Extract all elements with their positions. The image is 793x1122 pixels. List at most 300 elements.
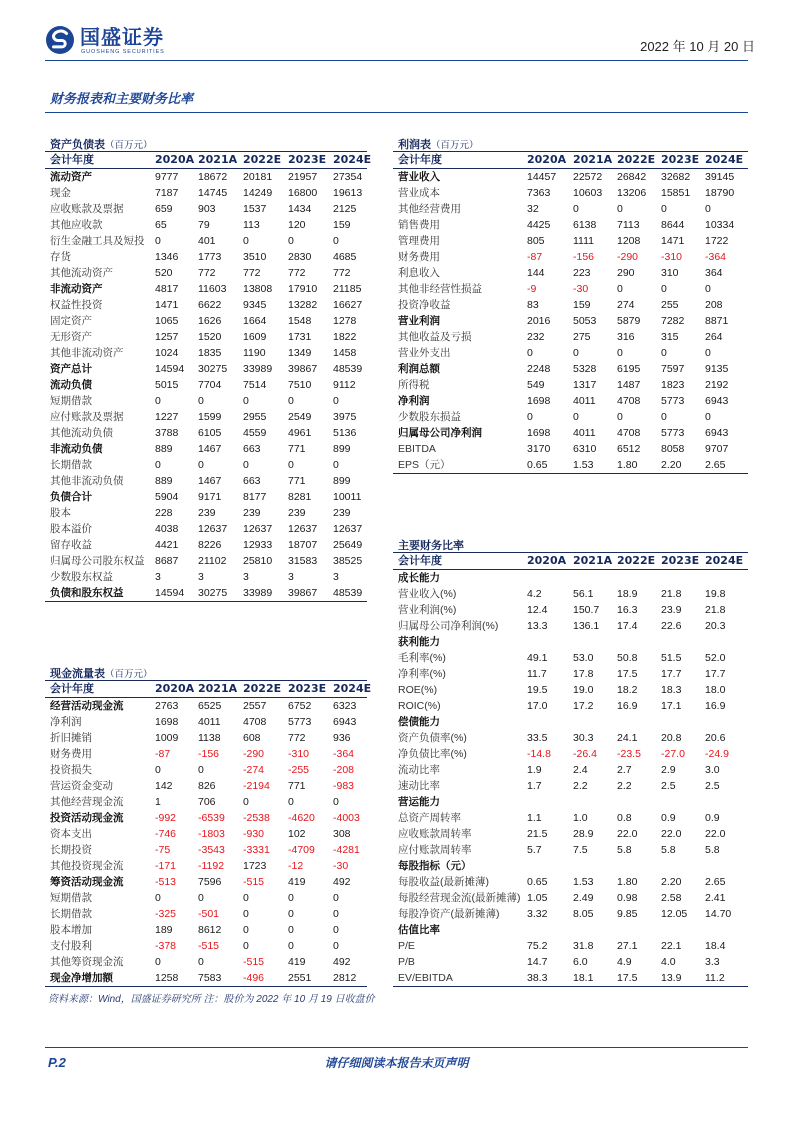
- table-header-row: [45, 152, 367, 169]
- row-label: 每股经营现金流(最新摊薄): [398, 892, 521, 904]
- cell-value: 13808: [243, 283, 273, 295]
- cell-value: 159: [573, 299, 591, 311]
- section-row: [393, 858, 748, 874]
- cell-value: 1471: [661, 235, 685, 247]
- cell-value: 5.8: [617, 844, 632, 856]
- cell-value: 0: [705, 283, 711, 295]
- cell-value: 25810: [243, 555, 273, 567]
- cell-value: 0: [527, 347, 533, 359]
- footer-disclaimer: 请仔细阅读本报告末页声明: [324, 1056, 469, 1070]
- cell-value: -501: [198, 908, 220, 920]
- row-label: 营业利润: [398, 315, 440, 327]
- cell-value: 549: [527, 379, 545, 391]
- row-label: 营业成本: [398, 187, 440, 199]
- balance-sheet-table: [45, 151, 372, 602]
- table-row: [393, 377, 748, 393]
- table-title: [393, 135, 748, 151]
- cell-value: 2.9: [661, 764, 676, 776]
- cell-value: 2.58: [661, 892, 682, 904]
- cell-value: 0: [333, 924, 339, 936]
- cell-value: 49.1: [527, 652, 548, 664]
- table-row: [45, 954, 367, 970]
- cell-value: 0: [288, 940, 294, 952]
- cell-value: 22572: [573, 171, 603, 183]
- cell-value: 48539: [333, 585, 367, 602]
- cell-value: 255: [661, 299, 679, 311]
- column-header-year: 2020A: [155, 681, 198, 698]
- cell-value: 0: [705, 203, 711, 215]
- table-row: [45, 233, 367, 249]
- cell-value: 0: [573, 411, 579, 423]
- cell-value: 903: [198, 203, 216, 215]
- cell-value: [617, 922, 661, 938]
- cell-value: 16.3: [617, 604, 638, 616]
- table-row: [393, 425, 748, 441]
- cell-value: 419: [288, 956, 306, 968]
- table-header-row: [45, 681, 367, 698]
- table-row: [45, 890, 367, 906]
- cell-value: 2192: [705, 379, 729, 391]
- row-label: 留存收益: [50, 539, 92, 551]
- cell-value: 12.05: [661, 908, 688, 920]
- cell-value: 7282: [661, 315, 685, 327]
- cash-flow-table: [45, 680, 372, 987]
- row-label: 无形资产: [50, 331, 92, 343]
- cell-value: 0: [661, 203, 667, 215]
- cell-value: 0: [573, 347, 579, 359]
- financial-ratios-table: [393, 552, 748, 987]
- table-row: [393, 441, 748, 457]
- cell-value: 290: [617, 267, 635, 279]
- cell-value: 13206: [617, 187, 647, 199]
- cell-value: 19613: [333, 187, 363, 199]
- cell-value: -1192: [198, 860, 225, 872]
- cell-value: 0: [333, 908, 339, 920]
- table-row: [45, 874, 367, 890]
- cell-value: 83: [527, 299, 539, 311]
- table-row: [45, 730, 367, 746]
- cell-value: -2538: [243, 812, 270, 824]
- table-row: [393, 730, 748, 746]
- row-label: EBITDA: [398, 443, 436, 455]
- cell-value: 4038: [155, 523, 179, 535]
- cash-flow-statement: [45, 664, 372, 987]
- table-row: [393, 746, 748, 762]
- table-row: [393, 345, 748, 361]
- table-row: [393, 169, 748, 186]
- cell-value: [705, 794, 748, 810]
- cell-value: 4421: [155, 539, 179, 551]
- cell-value: -325: [155, 908, 177, 920]
- row-label: 营业利润(%): [398, 604, 457, 616]
- cell-value: 1257: [155, 331, 179, 343]
- cell-value: 2.4: [573, 764, 588, 776]
- row-label: 毛利率(%): [398, 652, 446, 664]
- table-row: [393, 826, 748, 842]
- cell-value: 31583: [288, 555, 318, 567]
- row-label: 营业外支出: [398, 347, 451, 359]
- row-label: EV/EBITDA: [393, 970, 527, 987]
- cell-value: 0.8: [617, 812, 632, 824]
- row-label: 资产总计: [50, 363, 92, 375]
- cell-value: 12637: [243, 523, 273, 535]
- cell-value: 0.98: [617, 892, 638, 904]
- row-label: 经营活动现金流: [50, 700, 124, 712]
- cell-value: 308: [333, 828, 351, 840]
- cell-value: 16.9: [705, 700, 726, 712]
- cell-value: [705, 858, 748, 874]
- row-label: 现金净增加额: [45, 970, 155, 987]
- cell-value: 315: [661, 331, 679, 343]
- cell-value: [705, 714, 748, 730]
- table-row: [45, 906, 367, 922]
- table-row: [45, 489, 367, 505]
- row-label: 其他流动负债: [50, 427, 113, 439]
- cell-value: [573, 922, 617, 938]
- cell-value: -23.5: [617, 748, 641, 760]
- cell-value: 0: [243, 940, 249, 952]
- cell-value: 0: [155, 956, 161, 968]
- table-title: [45, 135, 367, 151]
- table-row: [45, 505, 367, 521]
- cell-value: [661, 858, 705, 874]
- guosheng-logo-icon: [45, 25, 75, 55]
- cell-value: 0: [333, 940, 339, 952]
- table-title-text: 主要财务比率: [398, 539, 464, 552]
- cell-value: 401: [198, 235, 216, 247]
- cell-value: -310: [288, 748, 310, 760]
- column-header-year: 2021A: [198, 681, 243, 698]
- footer-divider: [45, 1047, 748, 1048]
- row-label: 投资净收益: [398, 299, 451, 311]
- row-label: 筹资活动现金流: [50, 876, 124, 888]
- row-label: 固定资产: [50, 315, 92, 327]
- cell-value: 17.7: [705, 668, 726, 680]
- cell-value: 1138: [198, 732, 221, 744]
- cell-value: 2830: [288, 251, 312, 263]
- row-label: 应付账款及票据: [50, 411, 124, 423]
- cell-value: 2.7: [617, 764, 632, 776]
- table-row: [45, 425, 367, 441]
- cell-value: 0: [243, 908, 249, 920]
- cell-value: 772: [198, 267, 216, 279]
- cell-value: 8281: [288, 491, 312, 503]
- cell-value: 2.49: [573, 892, 594, 904]
- table-row: [393, 393, 748, 409]
- column-header-year: 2022E: [243, 152, 288, 169]
- cell-value: 14249: [243, 187, 273, 199]
- cell-value: 22.1: [661, 940, 682, 952]
- cell-value: 4708: [617, 395, 641, 407]
- row-label: 所得税: [398, 379, 430, 391]
- cell-value: 1609: [243, 331, 267, 343]
- row-label: 净负债比率(%): [398, 748, 467, 760]
- cell-value: 2.2: [573, 780, 588, 792]
- cell-value: 663: [243, 475, 261, 487]
- cell-value: 663: [243, 443, 261, 455]
- row-label: 非流动资产: [50, 283, 103, 295]
- cell-value: 5328: [573, 363, 597, 375]
- cell-value: 136.1: [573, 620, 600, 632]
- row-label: 营运资金变动: [50, 780, 113, 792]
- cell-value: -515: [198, 940, 220, 952]
- cell-value: 2.5: [705, 780, 720, 792]
- cell-value: 9777: [155, 171, 179, 183]
- cell-value: 1.80: [617, 876, 638, 888]
- cell-value: 239: [288, 507, 306, 519]
- cell-value: 2016: [527, 315, 551, 327]
- cell-value: 30.3: [573, 732, 594, 744]
- cell-value: -27.0: [661, 748, 685, 760]
- cell-value: 706: [198, 796, 216, 808]
- cell-value: 274: [617, 299, 635, 311]
- cell-value: 16800: [288, 187, 318, 199]
- cell-value: 14594: [155, 363, 185, 375]
- cell-value: 7597: [661, 363, 685, 375]
- row-label: 净利率(%): [398, 668, 446, 680]
- cell-value: 0: [661, 347, 667, 359]
- cell-value: 18707: [288, 539, 318, 551]
- cell-value: 75.2: [527, 940, 548, 952]
- cell-value: -75: [155, 844, 171, 856]
- cell-value: 18.3: [661, 684, 682, 696]
- cell-value: [661, 714, 705, 730]
- cell-value: 2.65: [705, 457, 748, 474]
- cell-value: [705, 922, 748, 938]
- column-header-year: 2023E: [661, 553, 705, 570]
- cell-value: 1722: [705, 235, 729, 247]
- row-label: P/E: [398, 940, 415, 952]
- row-label: 归属母公司净利润: [398, 427, 482, 439]
- cell-value: 4708: [243, 716, 267, 728]
- cell-value: 0: [288, 796, 294, 808]
- row-label: 总资产周转率: [398, 812, 461, 824]
- cell-value: 65: [155, 219, 167, 231]
- cell-value: 1520: [198, 331, 222, 343]
- cell-value: 26842: [617, 171, 647, 183]
- cell-value: 1599: [198, 411, 222, 423]
- cell-value: 1835: [198, 347, 222, 359]
- cell-value: [573, 714, 617, 730]
- cell-value: 7514: [243, 379, 267, 391]
- cell-value: 5879: [617, 315, 641, 327]
- cell-value: 4708: [617, 427, 641, 439]
- cell-value: 13.9: [661, 970, 705, 987]
- cell-value: 1537: [243, 203, 267, 215]
- cell-value: 3.3: [705, 956, 720, 968]
- cell-value: [661, 794, 705, 810]
- cell-value: -14.8: [527, 748, 551, 760]
- cell-value: 659: [155, 203, 173, 215]
- cell-value: 0: [243, 892, 249, 904]
- table-row: [45, 345, 367, 361]
- table-header-row: [393, 553, 748, 570]
- cell-value: 1258: [155, 970, 198, 987]
- cell-value: 23.9: [661, 604, 682, 616]
- table-row: [45, 778, 367, 794]
- cell-value: -515: [243, 876, 265, 888]
- cell-value: -87: [155, 748, 171, 760]
- column-header-year: 2023E: [288, 152, 333, 169]
- cell-value: 159: [333, 219, 351, 231]
- cell-value: 48539: [333, 363, 363, 375]
- cell-value: 3.0: [705, 764, 720, 776]
- cell-value: [573, 794, 617, 810]
- cell-value: 53.0: [573, 652, 594, 664]
- source-note: 资料来源：Wind，国盛证券研究所 注：股价为 2022 年 10 月 19 日收盘价: [48, 994, 375, 1005]
- table-row: [393, 970, 748, 987]
- cell-value: 18790: [705, 187, 735, 199]
- table-row: [45, 361, 367, 377]
- cell-value: 1349: [288, 347, 312, 359]
- cell-value: -983: [333, 780, 355, 792]
- cell-value: -9: [527, 283, 537, 295]
- cell-value: 19.0: [573, 684, 594, 696]
- row-label: 归属母公司净利润(%): [398, 620, 499, 632]
- cell-value: -3331: [243, 844, 270, 856]
- cell-value: 3788: [155, 427, 179, 439]
- report-date: 2022 年 10 月 20 日: [640, 39, 755, 54]
- cell-value: -4281: [333, 844, 360, 856]
- table-row: [393, 313, 748, 329]
- table-row: [45, 281, 367, 297]
- table-row: [393, 842, 748, 858]
- cell-value: 936: [333, 732, 351, 744]
- row-label: 少数股东权益: [50, 571, 113, 583]
- cell-value: 0: [288, 235, 294, 247]
- row-label: 成长能力: [398, 572, 440, 584]
- row-label: 每股指标（元）: [398, 860, 472, 872]
- cell-value: 0: [333, 235, 339, 247]
- cell-value: 17.8: [573, 668, 594, 680]
- cell-value: 6525: [198, 700, 222, 712]
- cell-value: 2248: [527, 363, 551, 375]
- table-row: [45, 826, 367, 842]
- cell-value: 32682: [661, 171, 691, 183]
- row-label: 归属母公司股东权益: [50, 555, 145, 567]
- cell-value: 18.1: [573, 970, 617, 987]
- cell-value: 18672: [198, 171, 228, 183]
- cell-value: 4011: [198, 716, 221, 728]
- table-row: [45, 714, 367, 730]
- cell-value: 0: [333, 395, 339, 407]
- page-number: P.2: [48, 1055, 66, 1070]
- cell-value: 0: [288, 924, 294, 936]
- cell-value: 4559: [243, 427, 267, 439]
- table-unit: （百万元）: [431, 140, 479, 151]
- cell-value: 9135: [705, 363, 729, 375]
- table-row: [45, 553, 367, 569]
- table-row: [393, 938, 748, 954]
- cell-value: 1009: [155, 732, 179, 744]
- table-title-text: 现金流量表: [50, 667, 105, 680]
- cell-value: 772: [288, 732, 306, 744]
- row-label: 长期借款: [50, 459, 92, 471]
- cell-value: 5053: [573, 315, 597, 327]
- cell-value: 0: [661, 411, 667, 423]
- row-label: 利润总额: [398, 363, 440, 375]
- cell-value: 275: [573, 331, 591, 343]
- table-header-row: [393, 152, 748, 169]
- cell-value: -378: [155, 940, 177, 952]
- cell-value: 0: [705, 347, 711, 359]
- cell-value: [661, 634, 705, 650]
- cell-value: 21.8: [705, 604, 726, 616]
- cell-value: 2.41: [705, 892, 726, 904]
- section-row: [393, 794, 748, 810]
- cell-value: 239: [243, 507, 261, 519]
- table-row: [45, 746, 367, 762]
- cell-value: 6310: [573, 443, 597, 455]
- cell-value: -24.9: [705, 748, 729, 760]
- cell-value: 1.53: [573, 876, 594, 888]
- cell-value: 6622: [198, 299, 222, 311]
- cell-value: 7113: [617, 219, 640, 231]
- row-label: 获利能力: [398, 636, 440, 648]
- cell-value: 5.8: [661, 844, 676, 856]
- cell-value: [573, 634, 617, 650]
- cell-value: 17.2: [573, 700, 594, 712]
- cell-value: [527, 794, 573, 810]
- table-row: [393, 874, 748, 890]
- cell-value: -4003: [333, 812, 360, 824]
- cell-value: 771: [288, 443, 306, 455]
- table-row: [393, 409, 748, 425]
- table-row: [393, 778, 748, 794]
- table-row: [393, 185, 748, 201]
- cell-value: 1467: [198, 475, 222, 487]
- cell-value: 28.9: [573, 828, 594, 840]
- row-label: 短期借款: [50, 395, 92, 407]
- cell-value: 2955: [243, 411, 267, 423]
- cell-value: 18.4: [705, 940, 726, 952]
- row-label: 应收账款周转率: [398, 828, 472, 840]
- cell-value: 8644: [661, 219, 685, 231]
- cell-value: 1822: [333, 331, 357, 343]
- cell-value: -930: [243, 828, 265, 840]
- cell-value: 17.0: [527, 700, 548, 712]
- cell-value: 102: [288, 828, 306, 840]
- cell-value: -156: [198, 748, 220, 760]
- row-label: 负债和股东权益: [45, 585, 155, 602]
- cell-value: 0: [243, 235, 249, 247]
- cell-value: -310: [661, 251, 683, 263]
- cell-value: 10603: [573, 187, 603, 199]
- cell-value: 9707: [705, 443, 729, 455]
- table-row: [45, 377, 367, 393]
- cell-value: 0: [333, 796, 339, 808]
- column-header-label: 会计年度: [393, 152, 527, 169]
- table-title-text: 资产负债表: [50, 138, 105, 151]
- cell-value: 10011: [333, 491, 362, 503]
- cell-value: 8.05: [573, 908, 594, 920]
- table-row: [45, 537, 367, 553]
- cell-value: -6539: [198, 812, 225, 824]
- table-row: [45, 441, 367, 457]
- cell-value: 5904: [155, 491, 179, 503]
- cell-value: 3: [155, 571, 161, 583]
- cell-value: 33989: [243, 585, 288, 602]
- cell-value: 0: [288, 908, 294, 920]
- cell-value: 21.8: [661, 588, 682, 600]
- table-row: [393, 602, 748, 618]
- row-label: 其他非流动资产: [50, 347, 124, 359]
- cell-value: 18.9: [617, 588, 638, 600]
- cell-value: 6512: [617, 443, 641, 455]
- cell-value: 0: [243, 924, 249, 936]
- cell-value: 4.9: [617, 956, 632, 968]
- cell-value: 239: [198, 507, 216, 519]
